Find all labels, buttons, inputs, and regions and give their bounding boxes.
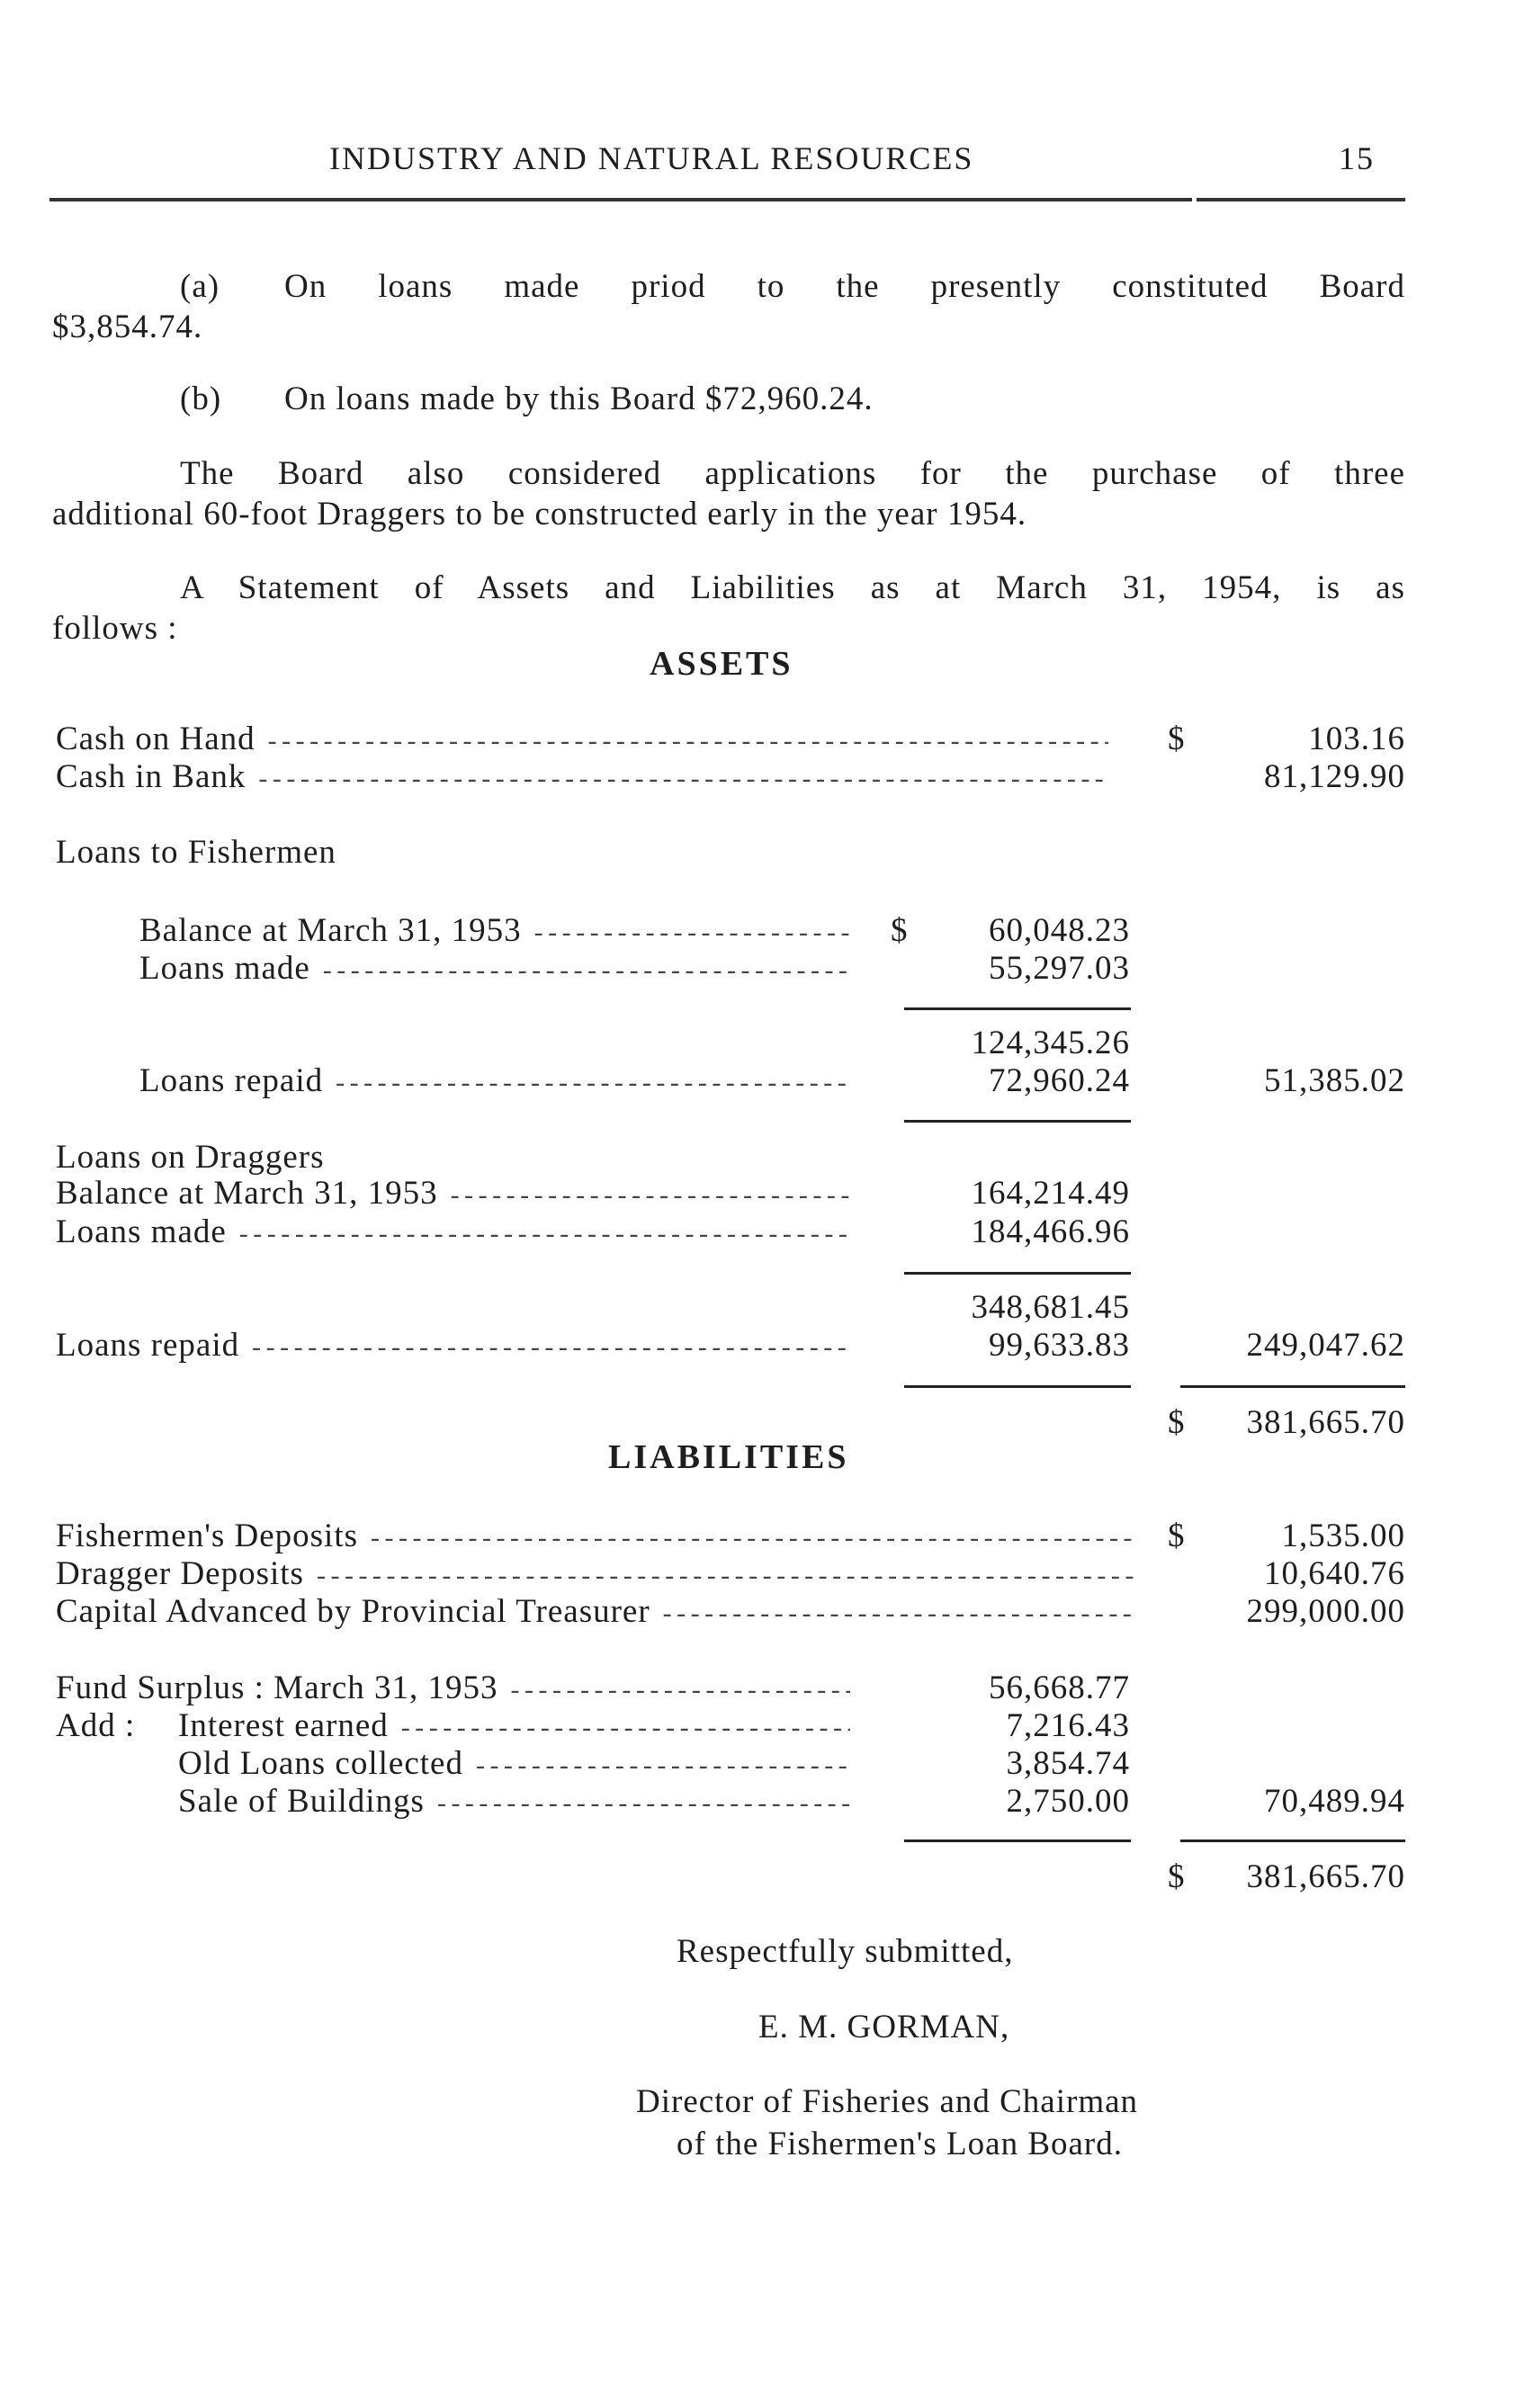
signatory-name: E. M. GORMAN, (758, 2009, 1010, 2045)
assets-total-currency: $ (1168, 1404, 1186, 1441)
fund-surplus-label: Fund Surplus : March 31, 1953 - - - (56, 1669, 850, 1710)
draggers-loans-made-label: Loans made - - - (56, 1213, 850, 1254)
draggers-repaid-amount: 99,633.83 (989, 1327, 1130, 1364)
item-b-text: On loans made by this Board $72,960.24. (284, 380, 874, 417)
capital-advanced-label: Capital Advanced by Provincial Treasurer - - - (56, 1592, 1135, 1634)
paragraph-statement-line2: follows : (52, 610, 178, 647)
fishermen-repaid-rule (904, 1120, 1131, 1123)
signatory-title-line2: of the Fishermen's Loan Board. (677, 2126, 1123, 2162)
item-a-marker: (a) (180, 268, 220, 305)
cash-in-bank-label: Cash in Bank - - - (56, 757, 1108, 799)
fishermen-loans-made-amount: 55,297.03 (989, 950, 1130, 987)
draggers-balance-amount: 164,214.49 (971, 1175, 1130, 1212)
fishermen-repaid-amount: 72,960.24 (989, 1062, 1130, 1099)
fishermen-subtotal: 124,345.26 (971, 1025, 1130, 1061)
cash-on-hand-currency: $ (1168, 721, 1186, 757)
assets-heading: ASSETS (650, 645, 793, 683)
fishermen-balance-currency: $ (891, 912, 909, 949)
draggers-subtotal-rule (904, 1272, 1131, 1275)
fishermen-balance-label: Balance at March 31, 1953 - - - (139, 911, 850, 953)
fishermen-subtotal-rule (904, 1007, 1131, 1010)
draggers-balance-label: Balance at March 31, 1953 - - - (56, 1174, 850, 1215)
running-header-title: INDUSTRY AND NATURAL RESOURCES (329, 140, 974, 176)
draggers-subtotal: 348,681.45 (971, 1289, 1130, 1326)
header-rule (49, 198, 1192, 201)
signatory-title-line1: Director of Fisheries and Chairman (636, 2083, 1139, 2120)
cash-on-hand-label: Cash on Hand - - - (56, 720, 1108, 761)
old-loans-amount: 3,854.74 (1006, 1745, 1130, 1782)
liabilities-heading: LIABILITIES (608, 1438, 849, 1476)
fishermen-loans-made-label: Loans made - - - (139, 949, 850, 990)
interest-earned-label: Interest earned - - - (178, 1706, 850, 1748)
assets-total-rule (1180, 1385, 1405, 1388)
fishermen-net-amount: 51,385.02 (1264, 1062, 1405, 1099)
surplus-subtotal-rule (904, 1840, 1131, 1842)
loans-on-draggers-label: Loans on Draggers (56, 1139, 325, 1176)
dragger-deposits-label: Dragger Deposits - - - (56, 1554, 1135, 1596)
liabilities-total-rule (1180, 1840, 1405, 1842)
item-a-text: On loans made priod to the presently constituted Board (284, 268, 1405, 305)
old-loans-label: Old Loans collected - - - (178, 1744, 850, 1786)
draggers-loans-made-amount: 184,466.96 (971, 1213, 1130, 1250)
liabilities-total-currency: $ (1168, 1858, 1186, 1895)
loans-to-fishermen-label: Loans to Fishermen (56, 834, 336, 871)
paragraph-statement-line1: A Statement of Assets and Liabilities as at March 31, 1954, is as (180, 569, 1405, 606)
paragraph-applications-line2: additional 60-foot Draggers to be constructed early in the year 1954. (52, 496, 1027, 533)
fund-surplus-amount: 56,668.77 (989, 1669, 1130, 1706)
cash-on-hand-amount: 103.16 (1308, 721, 1405, 757)
fishermens-deposits-label: Fishermen's Deposits - - - (56, 1517, 1135, 1558)
interest-earned-amount: 7,216.43 (1006, 1707, 1130, 1744)
fishermens-deposits-currency: $ (1168, 1517, 1186, 1554)
page-number: 15 (1339, 140, 1375, 176)
fishermen-balance-amount: 60,048.23 (989, 912, 1130, 949)
draggers-repaid-rule (904, 1385, 1131, 1388)
item-b-marker: (b) (180, 380, 222, 417)
fishermen-repaid-label: Loans repaid - - - (139, 1061, 850, 1103)
fishermens-deposits-amount: 1,535.00 (1281, 1517, 1405, 1554)
sale-of-buildings-amount: 2,750.00 (1006, 1783, 1130, 1820)
sale-of-buildings-label: Sale of Buildings - - - (178, 1782, 850, 1823)
assets-total-amount: 381,665.70 (1246, 1404, 1405, 1441)
liabilities-total-amount: 381,665.70 (1246, 1858, 1405, 1895)
fund-surplus-net-amount: 70,489.94 (1264, 1783, 1405, 1820)
item-a-continuation: $3,854.74. (52, 309, 203, 345)
draggers-repaid-label: Loans repaid - - - (56, 1326, 850, 1367)
cash-in-bank-amount: 81,129.90 (1264, 758, 1405, 795)
capital-advanced-amount: 299,000.00 (1246, 1593, 1405, 1630)
draggers-net-amount: 249,047.62 (1246, 1327, 1405, 1364)
header-rule-right (1197, 198, 1405, 201)
dragger-deposits-amount: 10,640.76 (1264, 1555, 1405, 1592)
closing-line: Respectfully submitted, (677, 1933, 1014, 1970)
paragraph-applications-line1: The Board also considered applications for the purchase of three (180, 455, 1405, 492)
add-label: Add : (56, 1707, 136, 1744)
